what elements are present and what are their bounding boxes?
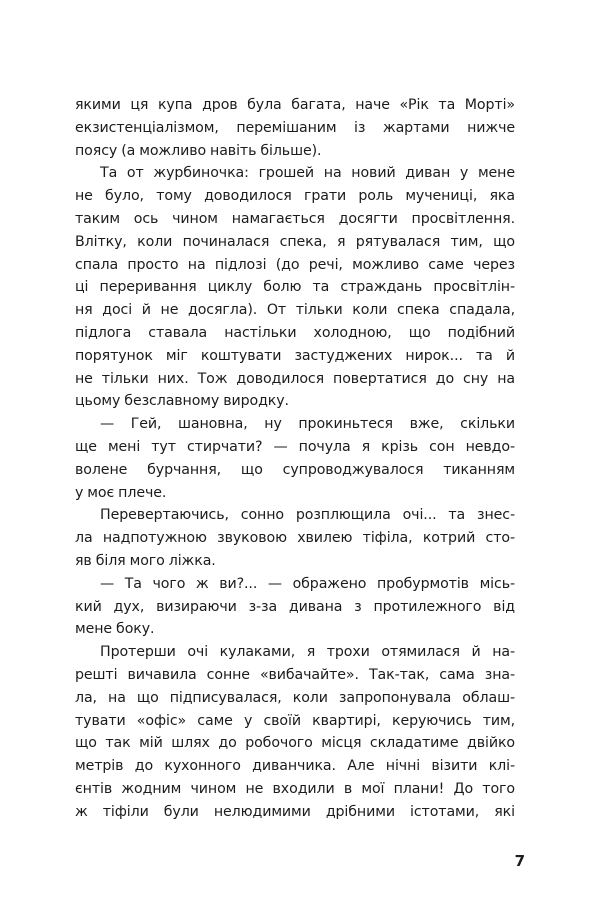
text-line: у моє плече. (75, 484, 167, 501)
text-line: — Та чого ж ви?... — ображено пробурмотів місь- (100, 575, 515, 592)
text-line: цьому безславному виродку. (75, 393, 289, 410)
text-line: порятунок міг коштувати застуджених нирок... та й (75, 347, 515, 364)
text-line: ла, на що підписувалася, коли запропонувала облаш- (75, 689, 515, 706)
text-line: Та от журбиночка: грошей на новий диван у мене (100, 165, 515, 182)
text-line: волене бурчання, що супроводжувалося тиканням (75, 461, 515, 478)
text-line: ж тіфіли були нелюдимими дрібними істотами, які (75, 803, 515, 820)
text-line: спала просто на підлозі (до речі, можливо саме через (75, 256, 515, 273)
text-line: кий дух, визираючи з-за дивана з протилежного від (75, 598, 515, 615)
page-number: 7 (514, 852, 525, 870)
text-line: екзистенціалізмом, перемішаним із жартами нижче (75, 119, 515, 136)
text-line: ці переривання циклу болю та страждань просвітлін- (75, 279, 515, 296)
text-line: тувати «офіс» саме у своїй квартирі, керуючись тим, (75, 712, 515, 729)
text-line: що так мій шлях до робочого місця складатиме двійко (75, 735, 515, 752)
text-line: підлога ставала настільки холодною, що подібний (75, 324, 515, 341)
text-line: ла надпотужною звуковою хвилею тіфіла, котрий сто- (75, 530, 515, 547)
text-line: решті вичавила сонне «вибачайте». Так-так, сама зна- (75, 666, 515, 683)
text-line: Влітку, коли починалася спека, я рятувалася тим, що (75, 233, 515, 250)
text-line: мене боку. (75, 621, 155, 638)
text-line: не тільки них. Тож доводилося повертатися до сну на (75, 370, 515, 387)
text-line: не було, тому доводилося грати роль мучениці, яка (75, 188, 515, 205)
text-line: таким ось чином намагається досягти просвітлення. (75, 210, 515, 227)
body-text (75, 94, 515, 824)
text-line: яв біля мого ліжка. (75, 552, 216, 569)
text-line: — Гей, шановна, ну прокиньтеся вже, скільки (100, 416, 515, 433)
text-line: ще мені тут стирчати? — почула я крізь сон невдо- (75, 438, 515, 455)
text-line: метрів до кухонного диванчика. Але нічні візити клі- (75, 758, 515, 775)
text-line: якими ця купа дров була багата, наче «Рік та Морті» (75, 97, 515, 113)
text-line: ня досі й не досягла). От тільки коли спека спадала, (75, 302, 515, 319)
text-line: єнтів жодним чином не входили в мої плани! До того (75, 780, 515, 797)
text-line: Протерши очі кулаками, я трохи отямилася й на- (100, 644, 515, 661)
text-line: поясу (а можливо навіть більше). (75, 142, 322, 159)
text-line: Перевертаючись, сонно розплющила очі... та знес- (100, 507, 515, 524)
